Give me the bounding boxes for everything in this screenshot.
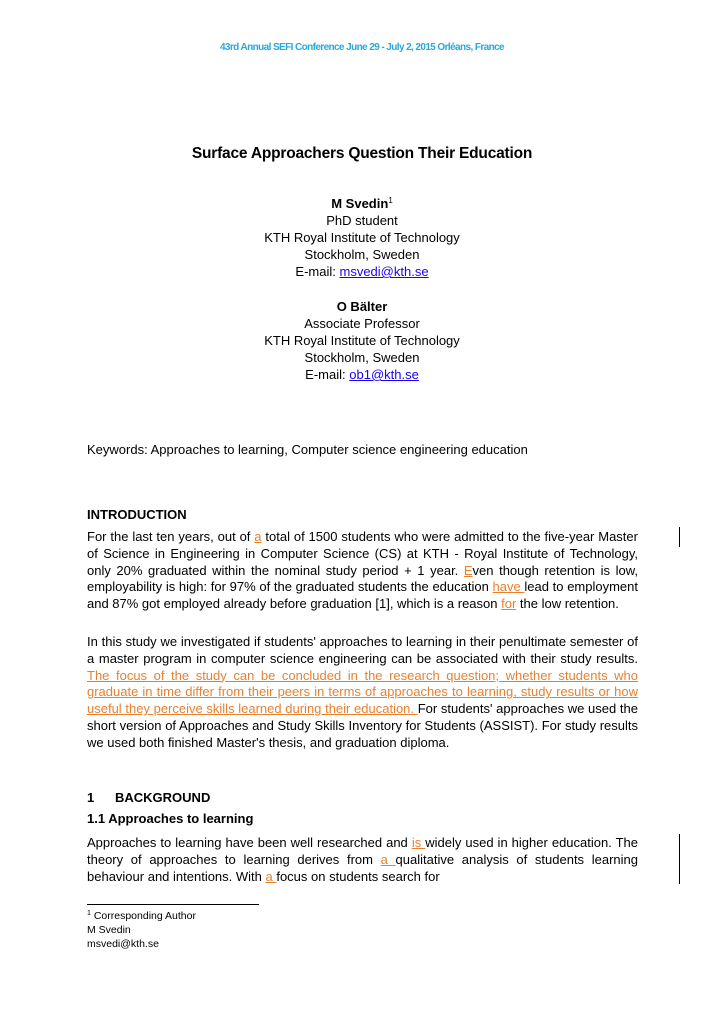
email-link[interactable]: msvedi@kth.se — [339, 264, 429, 279]
author-block-1 — [0, 195, 724, 280]
author-email-line: E-mail: ob1@kth.se — [305, 367, 419, 382]
change-bar — [679, 834, 680, 884]
author-institution: KTH Royal Institute of Technology — [264, 230, 460, 245]
keywords: Keywords: Approaches to learning, Computer science engineering education — [87, 442, 528, 457]
author-name: M Svedin$^1$ — [331, 196, 393, 211]
email-link[interactable]: ob1@kth.se — [349, 367, 419, 382]
author-location: Stockholm, Sweden — [304, 350, 420, 365]
footnote-mark: 1 — [388, 196, 393, 205]
conference-header: 43rd Annual SEFI Conference June 29 - July 2, 2015 Orléans, France — [219, 42, 505, 53]
footnote-name: M Svedin — [87, 924, 131, 936]
author-role: Associate Professor — [304, 316, 420, 331]
paragraph-intro-1: For the last ten years, out of a total of 1500 students who were admitted to the five-year Master of Science in Engineering in Computer Science (CS) at KTH - Royal Institute of Technology, only 20% graduated within the nominal study period + 1 year. Even though retention is low, employability is high: for 97% of the graduated students the education have lead to employment and 87% got employed already before graduation [1], which is a reason for the low retention. — [87, 529, 639, 612]
author-institution: KTH Royal Institute of Technology — [264, 333, 460, 348]
paragraph-background-1: Approaches to learning have been well researched and is widely used in higher education. The theory of approaches to learning derives from a qualitative analysis of students learning behaviour and intentions. With a focus on students search for — [87, 835, 639, 884]
footnote — [87, 909, 387, 951]
tracked-insertion: The focus of the study can be concluded in the research question; whether students who graduate in time differ from their peers in terms of approaches to learning, study results or how useful they perceive skills learned during their education. — [87, 667, 638, 717]
author-name: O Bälter — [336, 299, 388, 314]
author-role: PhD student — [326, 213, 398, 228]
section-heading-background: 1 BACKGROUND — [87, 790, 211, 805]
paragraph-intro-2: In this study we investigated if students' approaches to learning in their penultimate semester of a master program in computer science engineering can be associated with their study results. The focus of the study can be concluded in the research question; whether students who graduate in time differ from their peers in terms of approaches to learning, study results or how useful they perceive skills learned during their education. For students' approaches we used the short version of Approaches and Study Skills Inventory for Students (ASSIST). For study results we used both finished Master's thesis, and graduation diploma. — [87, 634, 638, 750]
change-bar — [679, 527, 680, 547]
footnote-label: $^1$ Corresponding Author — [87, 910, 196, 922]
tracked-insertion: have — [492, 579, 525, 595]
tracked-insertion: a — [254, 529, 262, 544]
subsection-heading: 1.1 Approaches to learning — [87, 811, 254, 826]
footnote-email: msvedi@kth.se — [87, 938, 159, 950]
author-location: Stockholm, Sweden — [304, 247, 420, 262]
paper-title: Surface Approachers Question Their Education — [191, 145, 533, 162]
tracked-insertion: for — [501, 596, 517, 612]
tracked-insertion: is — [411, 835, 426, 850]
tracked-insertion: a — [380, 851, 396, 867]
author-block-2 — [0, 298, 724, 383]
tracked-insertion: E — [463, 562, 473, 578]
tracked-insertion: a — [265, 868, 277, 884]
author-email-line: E-mail: msvedi@kth.se — [295, 264, 429, 279]
section-heading-introduction: INTRODUCTION — [87, 507, 187, 522]
footnote-rule — [87, 904, 259, 905]
section-number: 1 — [87, 790, 95, 805]
